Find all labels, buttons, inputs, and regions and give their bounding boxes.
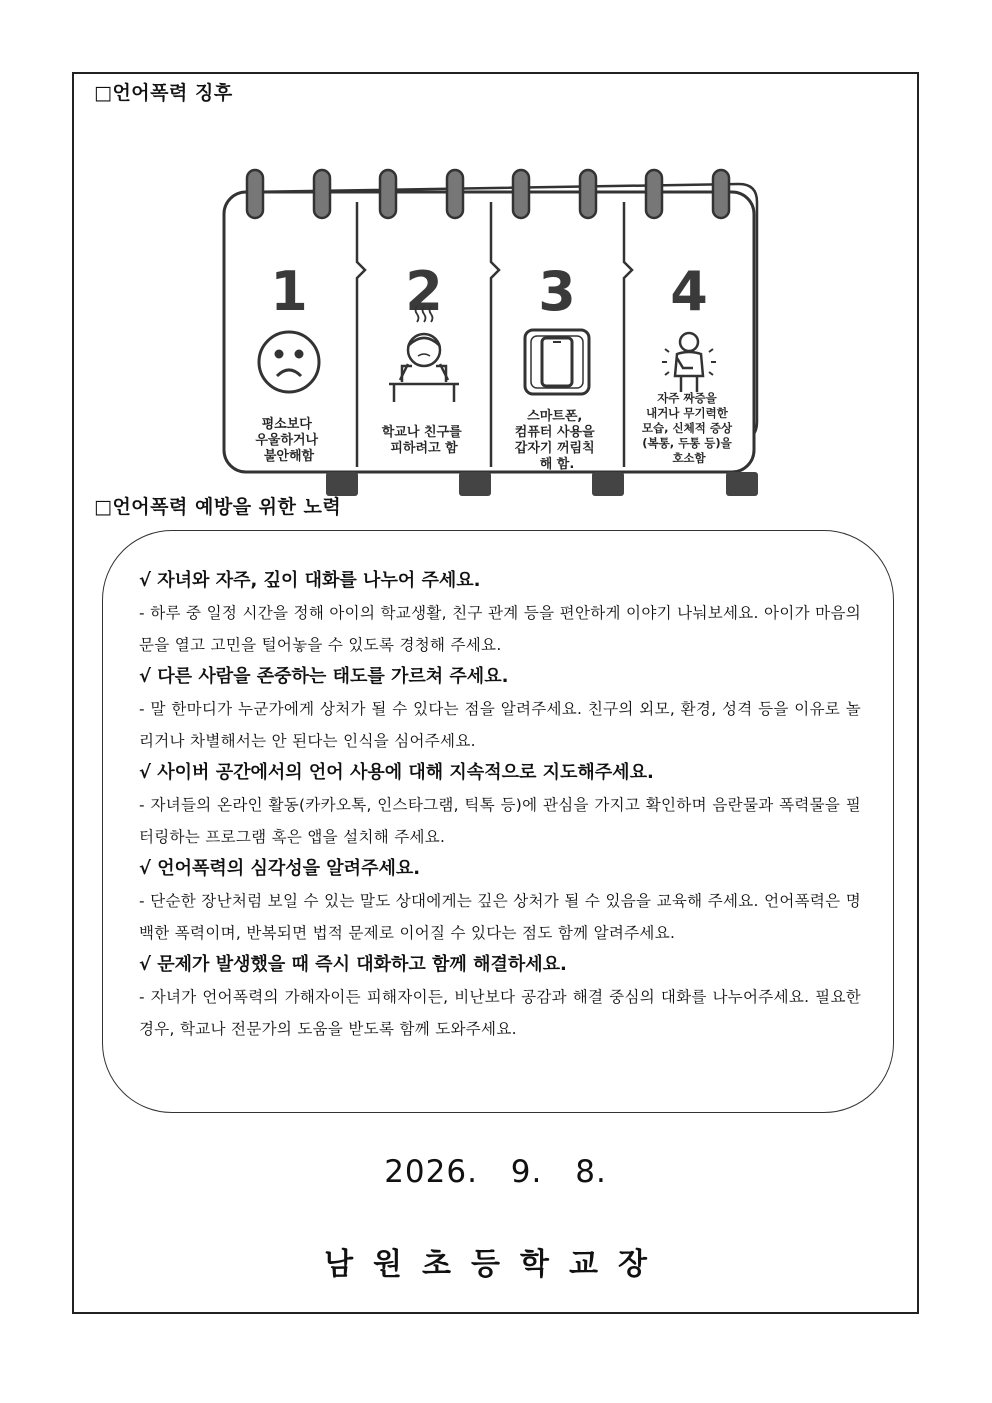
tip-heading: √ 자녀와 자주, 깊이 대화를 나누어 주세요. [139, 570, 481, 591]
prevention-tips-box [102, 530, 894, 1113]
tip-heading: √ 문제가 발생했을 때 즉시 대화하고 함께 해결하세요. [139, 954, 567, 975]
tip-heading: √ 다른 사람을 존중하는 태도를 가르쳐 주세요. [139, 666, 509, 687]
tip-body: - 자녀들의 온라인 활동(카카오톡, 인스타그램, 틱톡 등)에 관심을 가지고 확인하며 음란물과 폭력물을 필터링하는 프로그램 혹은 앱을 설치해 주세요. [139, 796, 861, 846]
tips-list [139, 565, 861, 1045]
svg-text:자주 짜증을 내거나 무기력한: 자주 짜증을 내거나 무기력한 모습, 신체적 증상 (복통, 두통 등)을 호소함 [641, 391, 733, 465]
prevention-section-title: □언어폭력 예방을 위한 노력 [94, 496, 342, 518]
svg-text:학교나 친구를 피하려고 함: 학교나 친구를 피하려고 함 [381, 425, 462, 456]
tip-body: - 하루 중 일정 시간을 정해 아이의 학교생활, 친구 관계 등을 편안하게 이야기 나눠보세요. 아이가 마음의 문을 열고 고민을 털어놓을 수 있도록 경청해 주세요. [139, 604, 861, 654]
page-number: 1 [270, 260, 308, 323]
svg-text:3: 3 [538, 260, 576, 323]
svg-text:4: 4 [670, 260, 708, 323]
svg-text:평소보다 우울하거나 불안해: 평소보다 우울하거나 불안해함 [255, 417, 319, 464]
calendar-tabs [326, 472, 758, 496]
tip-heading: √ 언어폭력의 심각성을 알려주세요. [139, 858, 421, 879]
tip-body: - 단순한 장난처럼 보일 수 있는 말도 상대에게는 깊은 상처가 될 수 있음을 교육해 주세요. 언어폭력은 명백한 폭력이며, 반복되면 법적 문제로 이어질 수 있다는 점도 함께 알려주세요. [139, 892, 861, 942]
calendar-illustration [219, 122, 769, 472]
tip-heading: √ 사이버 공간에서의 언어 사용에 대해 지속적으로 지도해주세요. [139, 762, 654, 783]
svg-text:스마트폰, 컴퓨터 사용을: 스마트폰, 컴퓨터 사용을 갑자기 꺼림칙 해 함. [514, 409, 595, 472]
tip-body: - 말 한마디가 누군가에게 상처가 될 수 있다는 점을 알려주세요. 친구의 외모, 환경, 성격 등을 이유로 놀리거나 차별해서는 안 된다는 인식을 심어주세요. [139, 700, 861, 750]
document-date: 2026. 9. 8. [384, 1154, 607, 1190]
signer-name: 남원초등학교장 [324, 1247, 667, 1282]
tip-body: - 자녀가 언어폭력의 가해자이든 피해자이든, 비난보다 공감과 해결 중심의 대화를 나누어주세요. 필요한 경우, 학교나 전문가의 도움을 받도록 함께 도와주세요. [139, 988, 861, 1038]
document-frame [72, 72, 919, 1314]
signs-section-title: □언어폭력 징후 [94, 82, 233, 104]
svg-text:2: 2 [405, 260, 443, 323]
